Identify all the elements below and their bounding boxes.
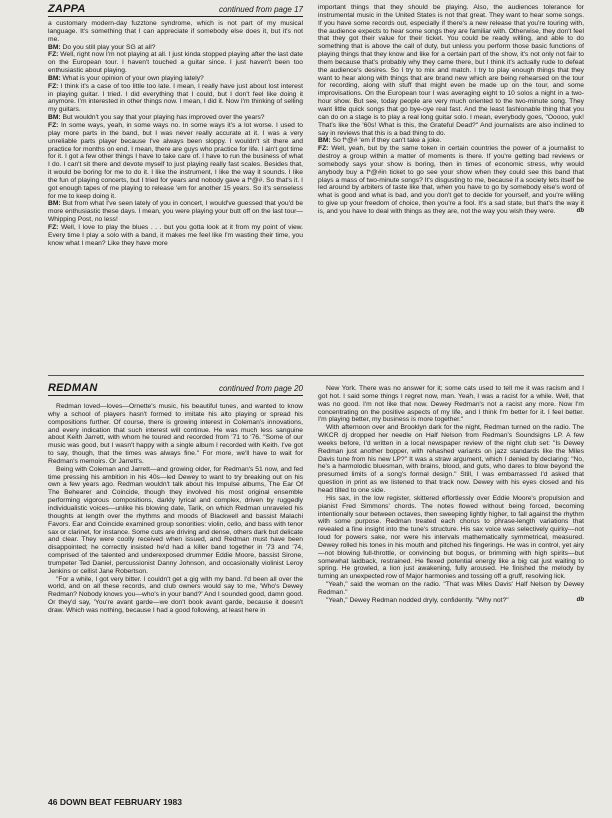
interview-paragraph — [48, 44, 303, 52]
interview-paragraph — [48, 75, 303, 83]
interview-paragraph — [48, 114, 303, 122]
speaker-label: FZ: — [318, 145, 332, 153]
interview-paragraph — [48, 200, 303, 224]
interview-paragraph — [318, 4, 584, 137]
page-footer: 46 DOWN BEAT FEBRUARY 1983 — [48, 797, 182, 807]
interview-paragraph — [318, 137, 584, 145]
speaker-label: FZ: — [48, 51, 61, 59]
zappa-right-column — [318, 4, 584, 216]
interview-paragraph — [48, 122, 303, 200]
article-paragraph: Redman loved—loves—Ornette's music, his beautiful tunes, and wanted to know why a school of players hasn't formed to imitate his alto playing or spread his compositions further. Of course, there is growing interest in Coleman's innovations, and every indication that such interest will continue. He was much less sanguine about Keith Jarrett, with whom he toured and recorded from '71 to '76. "Some of our music was good, but I wasn't happy with a single album I recorded with Keith. I've got to say, though, that the times was always fine." For more, we'll have to wait for Redman's memoirs. Or Jarrett's. — [48, 403, 303, 465]
redman-continued-note: continued from page 20 — [218, 384, 303, 393]
paragraph-text: Do you still play your SG at all? — [62, 43, 156, 51]
redman-title: REDMAN — [48, 382, 98, 394]
speaker-label: FZ: — [48, 223, 61, 231]
paragraph-text: Well, right now I'm not playing at all. I just kinda stopped playing after the last date on the European tour. I haven't touched a guitar since. I just haven't been too enthusiastic about playing. — [48, 51, 303, 75]
interview-paragraph — [318, 145, 584, 216]
article-paragraph: Being with Coleman and Jarrett—and growing older, for Redman's 51 now, and fed time pressing his ambition in his 40s—led Dewey to want to try breaking out on his own a few years ago. Redman wouldn't talk about his Impulse albums, The Ear Of The Behearer and Coincide, though they involved his most original ensemble performing vigorous compositions, darkly lyrical and complex, driven by ruggedly individualistic voices—unlike his blowing date, Tarik, on which Redman unraveled his thoughts at length over the rhythms and moods of Blackwell and bassist Malachi Favors. Ear and Coincide examined group sonorities: violin, cello, and bass with tenor sax or clarinet, for instance. Some cuts are driving and dense, others dark but delicate and clear. They were coolly received when issued, and Redman must have been disappointed; he correctly insisted he'd had a killer band together in '73 and '74, comprised of the talented and underexposed drummer Eddie Moore, bassist Sirone, trumpeter Ted Daniel, percussionist Danny Johnson, and occasionally violinist Leroy Jenkins or cellist Jane Robertson. — [48, 465, 303, 575]
paragraph-text: But from what I've seen lately of you in concert, I would've guessed that you'd be more enthusiastic these days. I mean, you were playing your butt off on the last tour—Whipping Post, no less! — [48, 200, 303, 224]
article-paragraph: "Yeah," Dewey Redman nodded dryly, confidently. "Why not?" db — [326, 596, 584, 604]
paragraph-text: In some ways, yeah, in some ways no. In some ways it's a lot worse. I used to play more parts in the band, but I was never really accurate at it. I was a very unreliable parts player because I've always been sloppy. I wouldn't sit there and practice for months on end. I mean, there are guys who practice for life. I ain't got time for it. I got a few other things I have to take care of. I have to run the business of what I do. I can't sit there and devote myself to just playing really fast scales. Besides that, it would be boring for me to do it. I like the instrument, I like the way it sounds. I like the fun of playing concerts, but I tried for years and nobody gave a f*@#. So that's it. I got enough tapes of me playing to release 'em for another 15 years. So it's senseless for me to keep doing it. — [48, 121, 303, 200]
redman-left-column — [48, 403, 303, 615]
zappa-left-column — [48, 20, 303, 247]
section-divider — [48, 375, 584, 376]
speaker-label: FZ: — [48, 82, 61, 90]
end-signature: db — [576, 596, 584, 603]
paragraph-text: So f*@# 'em if they can't take a joke. — [332, 137, 442, 145]
interview-paragraph — [48, 51, 303, 75]
article-paragraph: With afternoon over and Brooklyn dark for the night, Redman turned on the radio. The WKCR dj dropped her needle on Half Nelson from Redman's Soundsigns LP. A few weeks before, I'd written in a local newspaper review of the night club set: "Is Dewey Redman just another bopper, with rehashed variants on jazz standards like the Miles Davis tune from his new LP?" It was a straw argument, which I denied by declaring: "No, he's a harmolodic bluesman, with brains, blood, and guts, who dares to blow beyond the presumed limits of a song's formal design." Still, I was embarrassed I'd asked that question in print as we listened to that track now. Dewey with his eyes closed and his head tilted to one side. — [318, 424, 584, 494]
interview-paragraph — [48, 224, 303, 248]
paragraph-text: Well, I love to play the blues . . . but you gotta look at it from my point of view. Every time I play a solo with a band, it makes me feel like I'm wasting their time, you know what I mean? Like they have more — [48, 223, 303, 247]
speaker-label: BM: — [318, 137, 333, 145]
article-paragraph: "Yeah," said the woman on the radio. "That was Miles Davis' Half Nelson by Dewey Redman." — [318, 581, 584, 596]
paragraph-text: What is your opinion of your own playing lately? — [62, 74, 204, 82]
article-paragraph: "For a while, I got very bitter. I couldn't get a gig with my band. I'd been all over the world, and on all these records, and club owners would say to me, 'Who's Dewey Redman? Nobody knows you—who's in your band?' And I sounded good, damn good. Or they'd say, 'You're avant garde—we don't book avant garde, because it doesn't draw. Which was nothing, because I had a good following, at least here in — [48, 575, 303, 614]
paragraph-text: a customary modern-day fuzztone syndrome, which is not part of my musical language. It's something that I can appreciate if somebody else does it, but it's not me. — [48, 20, 303, 43]
speaker-label: BM: — [48, 74, 63, 82]
speaker-label: BM: — [48, 200, 63, 208]
zappa-continued-note: continued from page 17 — [218, 5, 303, 14]
speaker-label: BM: — [48, 43, 63, 51]
interview-paragraph — [48, 83, 303, 114]
article-paragraph: His sax, in the low register, skittered effortlessly over Eddie Moore's propulsion and pianist Fred Simmons' chords. The notes flowed without being forced, becoming intentionally sour between octaves, then sweeping lightly higher, to fall against the rhythm with some purpose. Redman treated each chorus to phrase-length variations that revealed a fine insight into the tune's structure. His sax voice was selectively quirky—not loud for powers sake, nor were his intervals mathematically symmetrical, measured. Dewey rolled his tones in his mouth and pitched his fingerings. He was in control, yet airy—not blowing full-throttle, or convincing but bogus, or brimming with high spirits—but somewhat laidback, restrained. He flexed potential energy like a big cat just waiting to spring. He growled, a lion just awakening, fully aroused. He finished the melody by turning an unexpected row of Major harmonies and tossing off a gruff, resolving lick. — [318, 494, 584, 581]
interview-paragraph — [48, 20, 303, 44]
paragraph-text: But wouldn't you say that your playing has improved over the years? — [62, 114, 265, 122]
redman-section-header — [48, 381, 303, 396]
zappa-section-header — [48, 2, 303, 17]
speaker-label: BM: — [48, 114, 63, 122]
redman-right-column — [318, 385, 584, 605]
speaker-label: FZ: — [48, 121, 61, 129]
article-paragraph: New York. There was no answer for it; some cats used to tell me it was racism and I got hot. I said some things I regret now, man. Yeah, I was a racist for a while. Well, that was no good. I'm not like that now. Dewey Redman's not a racist any more. Now I'm concentrating on the positive aspects of my life, and I think I'm better for it. I feel better. I'm playing better, my business is more together." — [318, 385, 584, 424]
zappa-title: ZAPPA — [48, 3, 86, 15]
paragraph-text: important things that they should be playing. Also, the audiences tolerance for instrumental music in the United States is not that great. They want to hear some songs. If you have some records out, especially if there's a new release that you're touring with, the audience expects to hear some songs they are familiar with. Otherwise, they don't feel that they got their value for their ticket. You could be ready willing, and able to do something that is above the call of duty, but unless you perform those basic functions of playing things that they know and like for a certain part of the show, it's not only not fair to them because that's probably why they came there, but I think it's actually rude to defeat the audience's desires. So I try to mix and match. I try to play enough things that they want to hear along with things that are brand new which are being rehearsed on the tour for recording, along with stuff that might even be made up on the tour, and some improvisations. On the European tour I was averaging eight to 10 solos a night in a two-hour show. But see, today people are very much oriented to the two-minute song. They want little quick songs that go bye-oye real fast. And the least fashionable thing that you can do on a stage is to play a real long guitar solo. I mean, everybody goes, "Ooooo, yuk! That's like the '60s! What is this, the Grateful Dead?" And journalists are also inclined to say in reviews that this is a bad thing to do. — [318, 4, 584, 137]
paragraph-text: Well, yeah, but by the same token in certain countries the power of a journalist to destroy a group within a matter of moments is there. If you're getting bad reviews or somebody says your show is boring, then in times of economic stress, why would anybody buy a f*@#in ticket to go see your show when they could see this band that plays a mass of two-minute songs? It's disgusting to me, because if a society lets itself be led around by arbiters of taste like that, when you have to go by somebody else's word of what is good and what is bad, and you don't get to decide for yourself, and you're willing to give up your freedom of choice, then you're a fool. It's a sad state, but that's the way it is, and you have to deal with things as they are, not the way you wish they were. — [318, 145, 584, 215]
paragraph-text: I think it's a case of too little too late. I mean, I really have just about lost interest in playing guitar. I tried. I did everything that I could, but I don't feel like doing it anymore. I'm interested in other things now. I mean, I did it. Now I'm thinking of selling my guitars. — [48, 82, 303, 114]
end-signature: db — [576, 207, 584, 214]
